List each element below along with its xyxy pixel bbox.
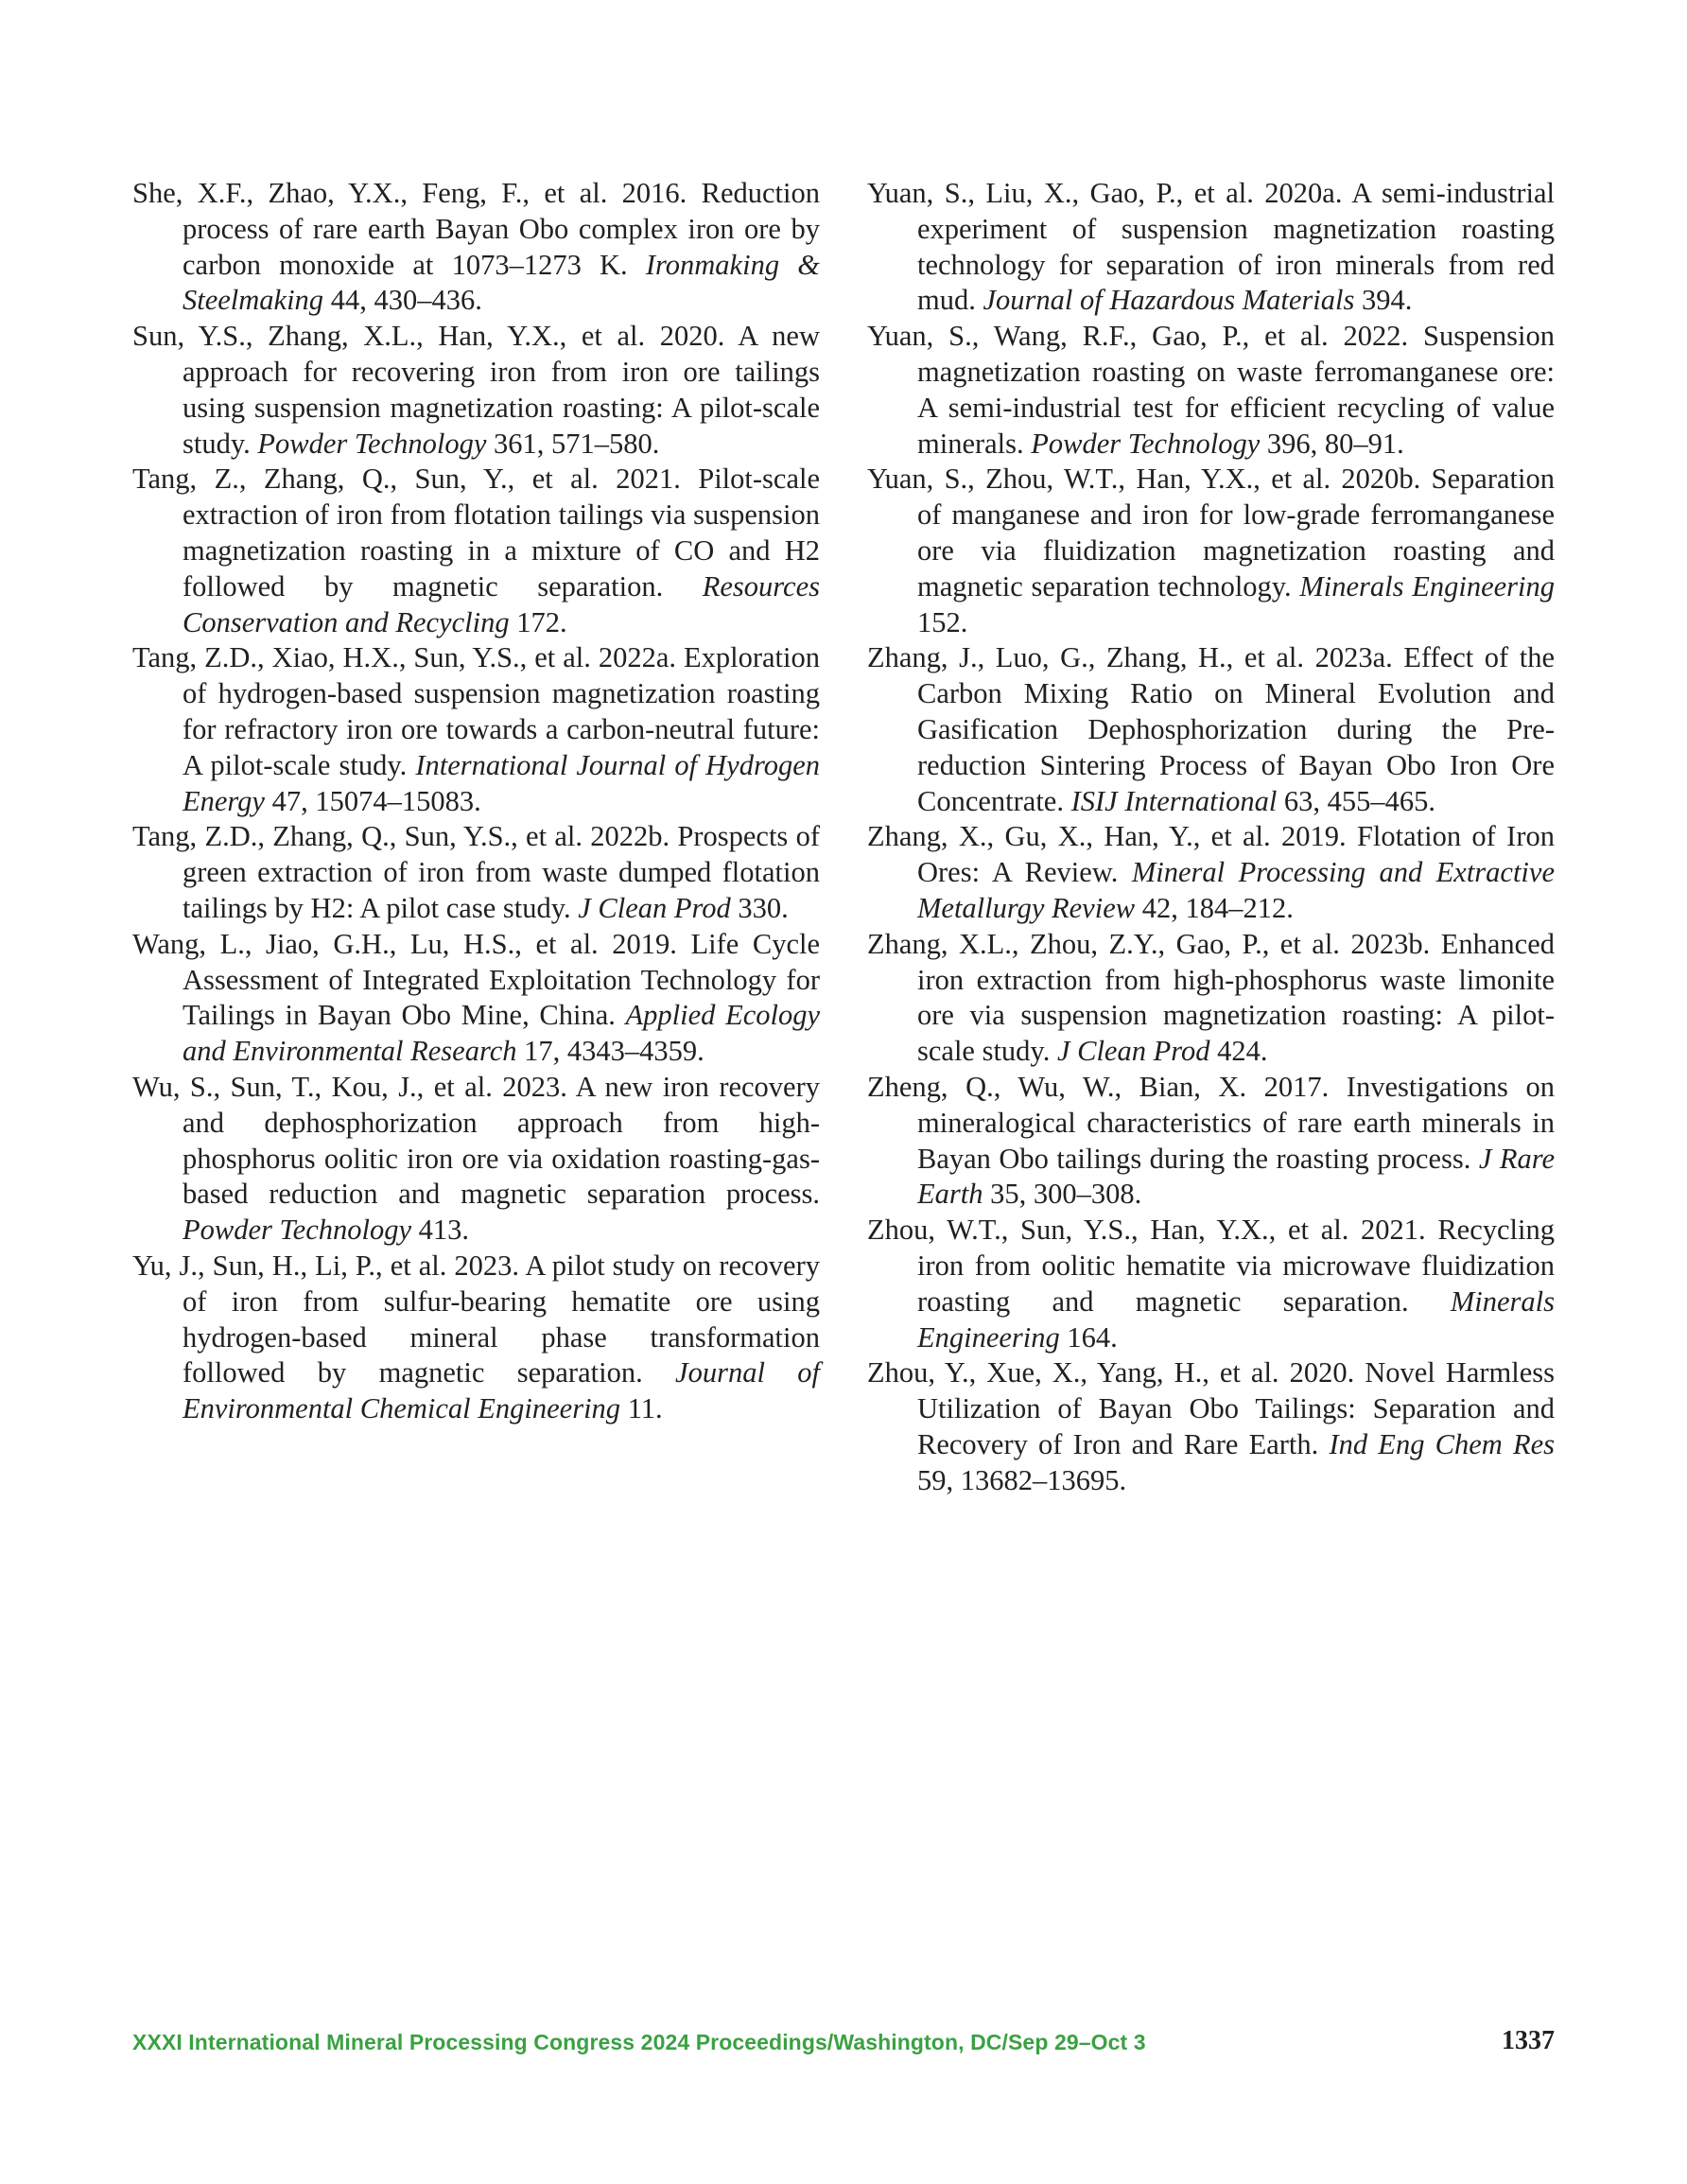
reference-entry (867, 462, 1555, 640)
reference-journal: Minerals Engineering (917, 1284, 1555, 1354)
reference-text: Tang, Z.D., Xiao, H.X., Sun, Y.S., et al. 2022a. Exploration of hydrogen-based suspension magnetization roasting for refractory iron ore towards a carbon-neutral future: A pilot-scale study. (132, 641, 820, 781)
reference-entry (867, 640, 1555, 819)
reference-volume-pages: 17, 4343–4359. (516, 1035, 704, 1068)
reference-journal: Journal of Hazardous Materials (983, 284, 1355, 317)
reference-entry (867, 819, 1555, 926)
reference-journal: Powder Technology (257, 427, 487, 460)
reference-entry (132, 1249, 820, 1427)
reference-entry (132, 1070, 820, 1249)
reference-volume-pages: 424. (1209, 1035, 1268, 1068)
reference-volume-pages: 172. (509, 605, 567, 638)
reference-journal: Journal of Environmental Chemical Engineering (183, 1356, 820, 1425)
reference-journal: J Rare Earth (917, 1142, 1555, 1211)
reference-journal: International Journal of Hydrogen Energy (183, 748, 820, 817)
reference-entry (867, 1070, 1555, 1213)
reference-volume-pages: 11. (620, 1392, 663, 1425)
reference-volume-pages: 44, 430–436. (323, 284, 482, 317)
reference-volume-pages: 42, 184–212. (1135, 891, 1294, 924)
reference-text: Yuan, S., Wang, R.F., Gao, P., et al. 2022. Suspension magnetization roasting on waste ferromanganese ore: A semi-industrial test for efficient recycling of value minerals. (867, 320, 1555, 460)
reference-text: Zhou, Y., Xue, X., Yang, H., et al. 2020. Novel Harmless Utilization of Bayan Obo Tailings: Separation and Recovery of Iron and Rare Earth. (867, 1356, 1555, 1460)
reference-entry (132, 927, 820, 1070)
reference-journal: Applied Ecology and Environmental Research (183, 999, 821, 1068)
reference-text: Zhou, W.T., Sun, Y.S., Han, Y.X., et al. 2021. Recycling iron from oolitic hematite via microwave fluidization roasting and magnetic separation. (867, 1214, 1555, 1318)
reference-entry (132, 176, 820, 319)
reference-text: Yuan, S., Zhou, W.T., Han, Y.X., et al. 2020b. Separation of manganese and iron for low-grade ferromanganese ore via fluidization magnetization roasting and magnetic separation technology. (867, 463, 1555, 603)
reference-volume-pages: 47, 15074–15083. (264, 784, 481, 817)
reference-text: Zhang, X., Gu, X., Han, Y., et al. 2019. Flotation of Iron Ores: A Review. (867, 820, 1555, 889)
reference-text: Tang, Z., Zhang, Q., Sun, Y., et al. 2021. Pilot-scale extraction of iron from flotation tailings via suspension magnetization roasting in a mixture of CO and H2 followed by magnetic separation. (132, 463, 820, 603)
reference-entry (867, 1213, 1555, 1355)
reference-journal: J Clean Prod (578, 891, 731, 924)
reference-text: Yu, J., Sun, H., Li, P., et al. 2023. A pilot study on recovery of iron from sulfur-bearing hematite ore using hydrogen-based mineral phase transformation followed by magnetic separation. (132, 1249, 820, 1389)
reference-journal: Minerals Engineering (1299, 569, 1555, 603)
reference-journal: Ind Eng Chem Res (1329, 1427, 1555, 1460)
reference-volume-pages: 59, 13682–13695. (917, 1463, 1127, 1496)
reference-volume-pages: 396, 80–91. (1260, 427, 1404, 460)
reference-text: Zhang, J., Luo, G., Zhang, H., et al. 2023a. Effect of the Carbon Mixing Ratio on Mineral Evolution and Gasification Dephosphorization during the Pre-reduction Sintering Process of Bayan Obo Iron Ore Concentrate. (867, 641, 1555, 817)
reference-text: Tang, Z.D., Zhang, Q., Sun, Y.S., et al. 2022b. Prospects of green extraction of iron from waste dumped flotation tailings by H2: A pilot case study. (132, 820, 820, 924)
reference-journal: J Clean Prod (1056, 1035, 1210, 1068)
reference-entry (132, 319, 820, 462)
reference-text: Zhang, X.L., Zhou, Z.Y., Gao, P., et al. 2023b. Enhanced iron extraction from high-phosphorus waste limonite ore via suspension magnetization roasting: A pilot-scale study. (867, 927, 1555, 1068)
reference-journal: ISIJ International (1070, 784, 1278, 817)
reference-volume-pages: 330. (730, 891, 789, 924)
reference-entry (132, 640, 820, 819)
reference-journal: Resources Conservation and Recycling (183, 569, 820, 638)
reference-text: Zheng, Q., Wu, W., Bian, X. 2017. Investigations on mineralogical characteristics of rare earth minerals in Bayan Obo tailings during the roasting process. (867, 1070, 1555, 1175)
reference-column-left (132, 176, 820, 1427)
reference-entry (867, 1355, 1555, 1498)
reference-text: Wang, L., Jiao, G.H., Lu, H.S., et al. 2019. Life Cycle Assessment of Integrated Exploitation Technology for Tailings in Bayan Obo Mine, China. (132, 927, 820, 1032)
reference-volume-pages: 394. (1354, 284, 1413, 317)
page-footer (132, 2026, 1555, 2068)
reference-volume-pages: 361, 571–580. (486, 427, 660, 460)
reference-text: Wu, S., Sun, T., Kou, J., et al. 2023. A new iron recovery and dephosphorization approach from high-phosphorus oolitic iron ore via oxidation roasting-gas-based reduction and magnetic separation process. (132, 1070, 820, 1211)
reference-text: Yuan, S., Liu, X., Gao, P., et al. 2020a. A semi-industrial experiment of suspension magnetization roasting technology for separation of iron minerals from red mud. (867, 177, 1555, 317)
reference-journal: Powder Technology (183, 1214, 412, 1247)
footer-conference-title: XXXI International Mineral Processing Congress 2024 Proceedings/Washington, DC/Sep 29–Oct 3 (132, 2030, 1146, 2054)
reference-volume-pages: 35, 300–308. (983, 1178, 1142, 1211)
reference-volume-pages: 63, 455–465. (1277, 784, 1436, 817)
reference-journal: Ironmaking & Steelmaking (183, 248, 820, 317)
reference-column-right (867, 176, 1555, 1498)
reference-volume-pages: 164. (1059, 1320, 1118, 1354)
reference-entry (867, 319, 1555, 462)
reference-entry (132, 462, 820, 640)
reference-journal: Powder Technology (1031, 427, 1261, 460)
reference-entry (132, 819, 820, 926)
reference-text: Sun, Y.S., Zhang, X.L., Han, Y.X., et al. 2020. A new approach for recovering iron from iron ore tailings using suspension magnetization roasting: A pilot-scale study. (132, 320, 820, 460)
reference-entry (867, 176, 1555, 319)
page-number: 1337 (1502, 2026, 1555, 2055)
reference-journal: Mineral Processing and Extractive Metallurgy Review (917, 856, 1555, 924)
reference-text: She, X.F., Zhao, Y.X., Feng, F., et al. 2016. Reduction process of rare earth Bayan Obo complex iron ore by carbon monoxide at 1073–1273 K. (132, 177, 820, 281)
reference-volume-pages: 413. (411, 1214, 470, 1247)
reference-entry (867, 927, 1555, 1070)
reference-volume-pages: 152. (917, 605, 968, 638)
